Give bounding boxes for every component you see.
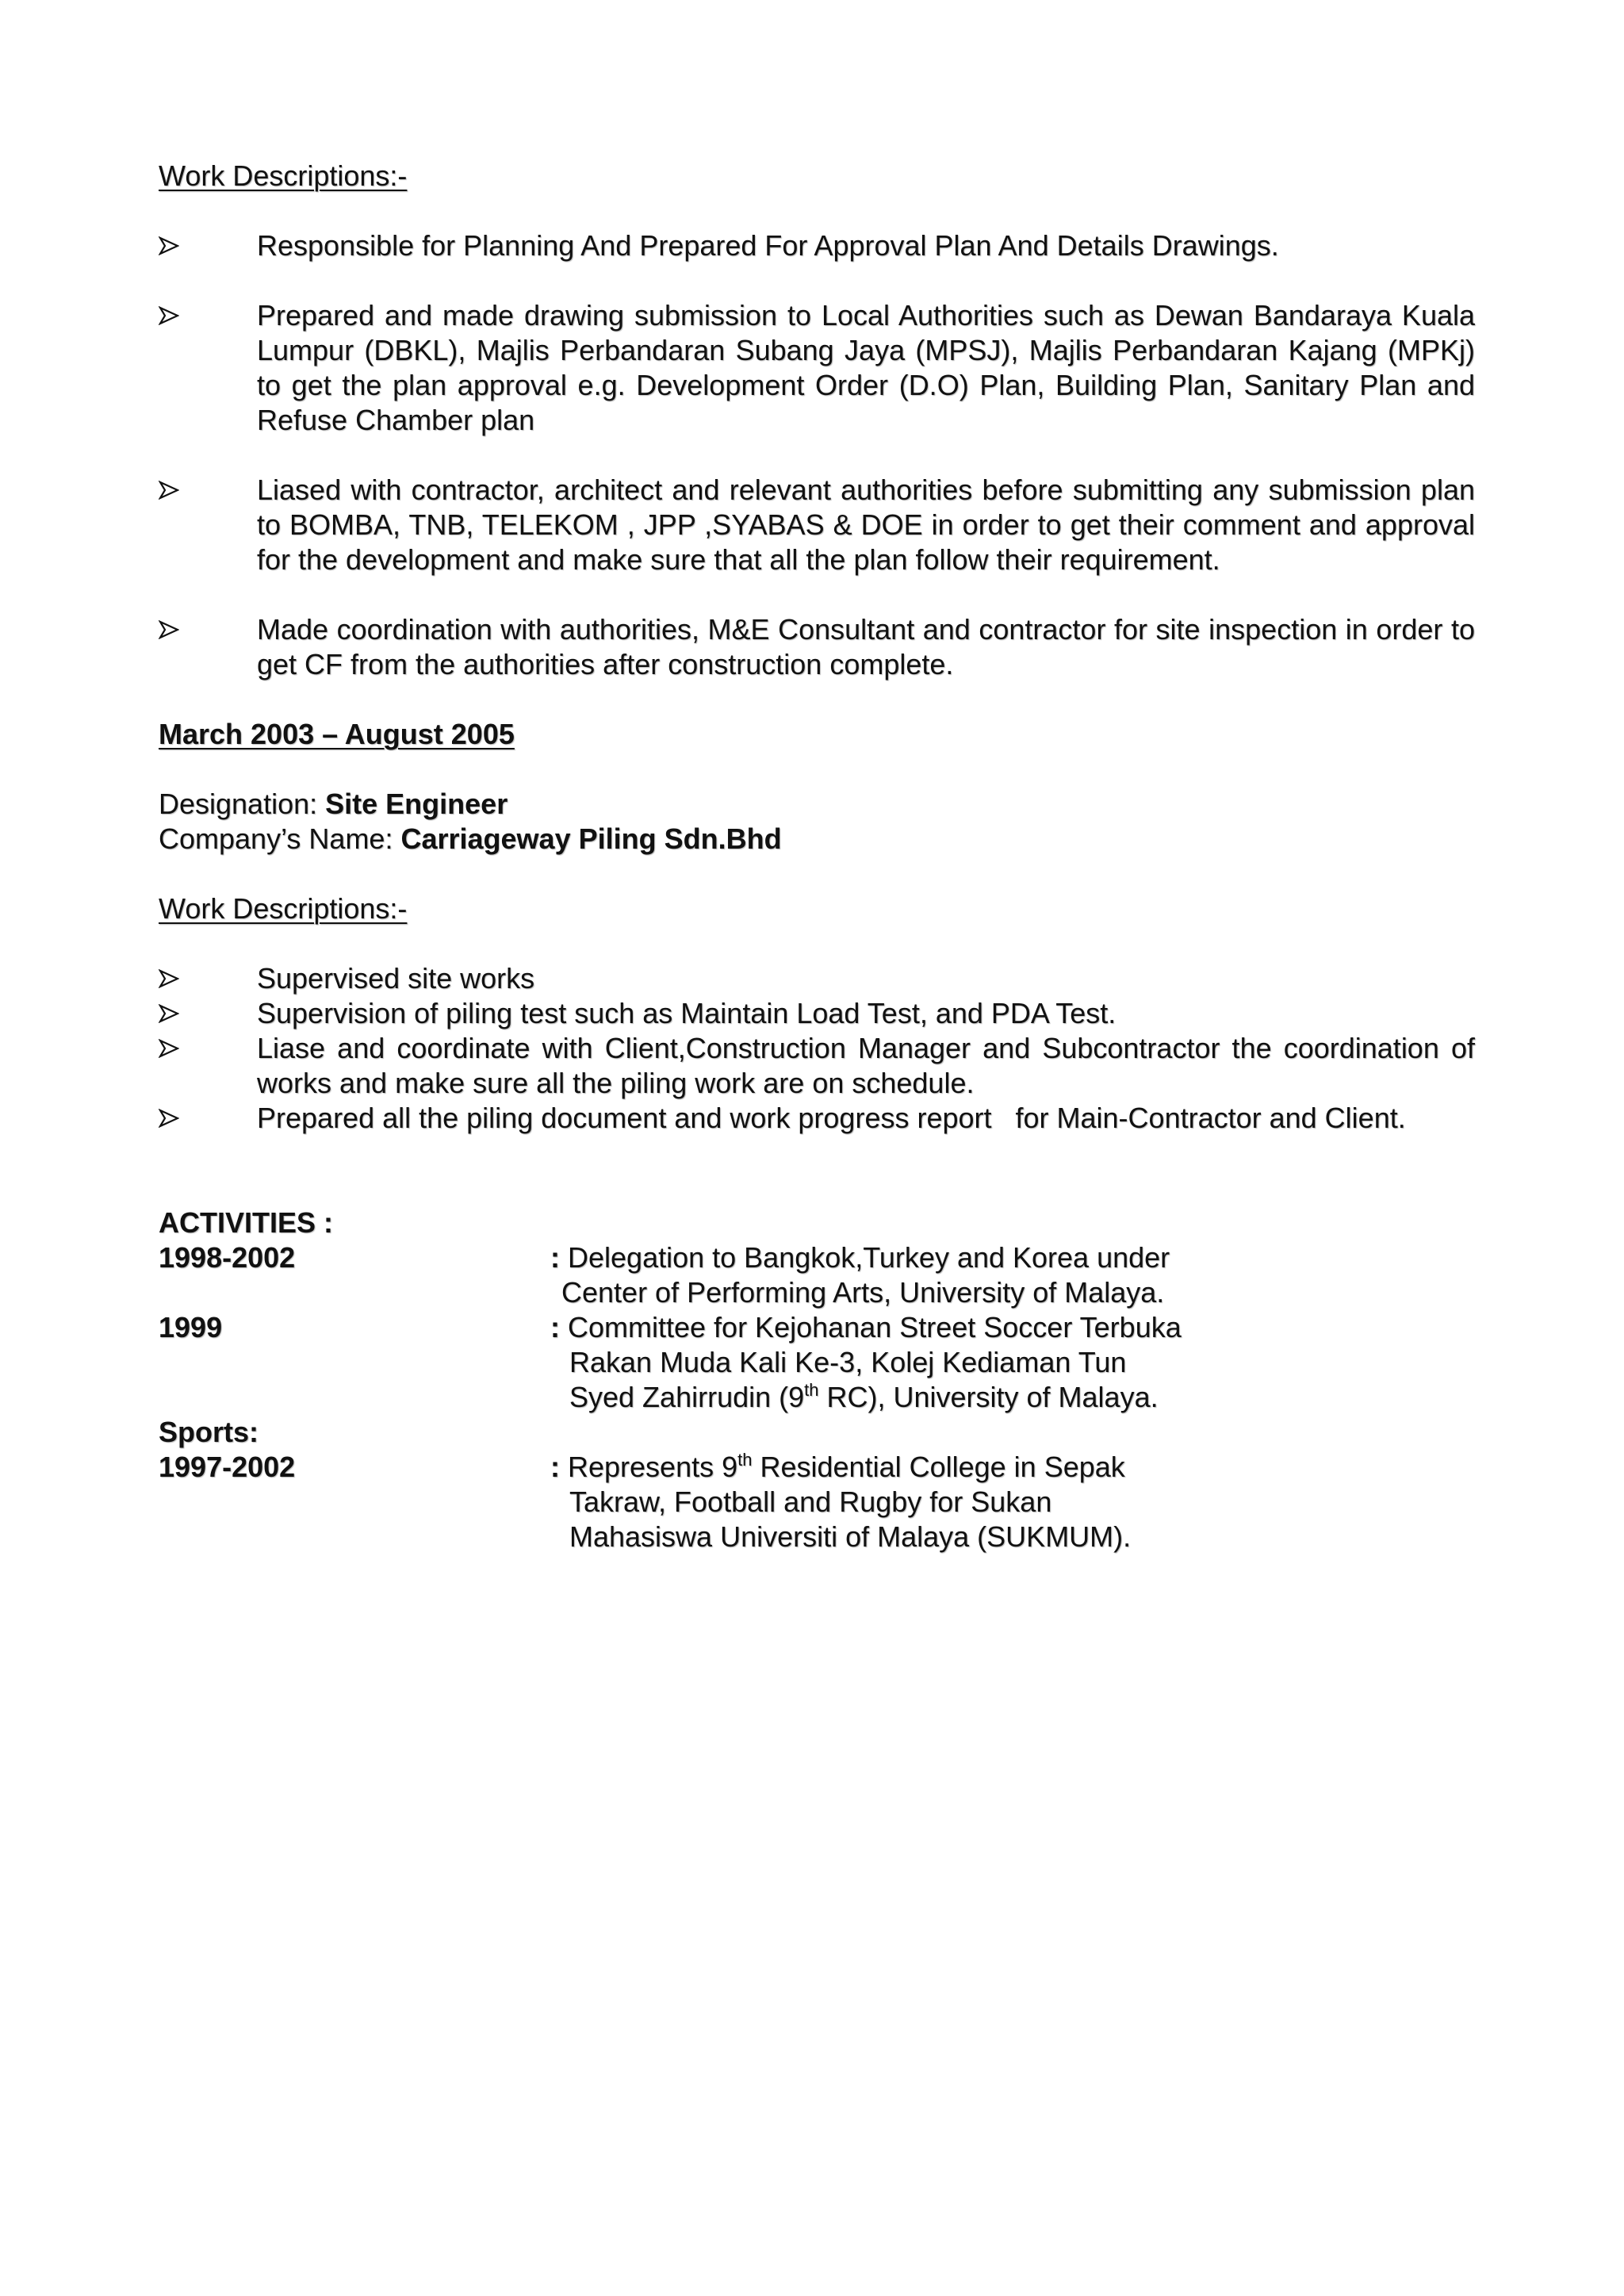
sports-description-cont: Mahasiswa Universiti of Malaya (SUKMUM). bbox=[569, 1520, 1132, 1553]
sports-heading: Sports: bbox=[159, 1416, 259, 1448]
arrow-bullet-icon bbox=[159, 298, 181, 333]
list-item bbox=[159, 612, 1475, 682]
bullet-text: Liase and coordinate with Client,Construction Manager and Subcontractor the coordination of works and make sure all the piling work are on schedule. bbox=[257, 1032, 1475, 1099]
activity-description-cont: Rakan Muda Kali Ke-3, Kolej Kediaman Tun bbox=[569, 1346, 1127, 1378]
list-item bbox=[159, 1031, 1475, 1101]
designation-value: Site Engineer bbox=[325, 788, 508, 820]
activity-years: 1998-2002 bbox=[159, 1241, 296, 1274]
bullet-text: Supervision of piling test such as Maintain Load Test, and PDA Test. bbox=[257, 997, 1116, 1029]
work-descriptions-list bbox=[159, 961, 1475, 1136]
company-line bbox=[159, 822, 782, 857]
arrow-bullet-icon bbox=[159, 228, 181, 263]
bullet-text: Made coordination with authorities, M&E Consultant and contractor for site inspection in order to get CF from the authorities after construction complete. bbox=[257, 613, 1475, 680]
bullet-text: Liased with contractor, architect and relevant authorities before submitting any submission plan to BOMBA, TNB, TELEKOM , JPP ,SYABAS & DOE in order to get their comment and approval for the development and make sure that all the plan follow their requirement. bbox=[257, 473, 1475, 576]
arrow-bullet-icon bbox=[159, 996, 181, 1031]
work-descriptions-list bbox=[159, 228, 1475, 682]
designation-line bbox=[159, 787, 508, 822]
activity-row bbox=[159, 1310, 1316, 1345]
list-item bbox=[159, 473, 1475, 577]
arrow-bullet-icon bbox=[159, 961, 181, 996]
sports-years: 1997-2002 bbox=[159, 1451, 296, 1483]
sports-description-cont: Takraw, Football and Rugby for Sukan bbox=[569, 1485, 1052, 1518]
company-label: Company’s Name: bbox=[159, 822, 401, 855]
activity-description-cont: Center of Performing Arts, University of Malaya. bbox=[561, 1276, 1165, 1309]
activities-heading: ACTIVITIES : bbox=[159, 1206, 334, 1239]
bullet-text: Responsible for Planning And Prepared For Approval Plan And Details Drawings. bbox=[257, 229, 1279, 262]
activity-row bbox=[159, 1240, 1316, 1275]
list-item bbox=[159, 228, 1475, 263]
arrow-bullet-icon bbox=[159, 1101, 181, 1136]
designation-label: Designation: bbox=[159, 788, 326, 820]
list-item bbox=[159, 298, 1475, 438]
activity-description-cont: Syed Zahirrudin (9th RC), University of Malaya. bbox=[569, 1380, 1159, 1413]
sports-description: : Represents 9th Residential College in Sepak bbox=[550, 1450, 1125, 1483]
company-value: Carriageway Piling Sdn.Bhd bbox=[400, 822, 782, 855]
work-descriptions-heading: Work Descriptions:- bbox=[159, 159, 408, 192]
arrow-bullet-icon bbox=[159, 1031, 181, 1066]
activity-description: : Committee for Kejohanan Street Soccer Terbuka bbox=[550, 1311, 1182, 1343]
sports-row bbox=[159, 1450, 1316, 1485]
arrow-bullet-icon bbox=[159, 612, 181, 647]
bullet-text: Supervised site works bbox=[257, 962, 535, 995]
bullet-text: Prepared and made drawing submission to Local Authorities such as Dewan Bandaraya Kuala Lumpur (DBKL), Majlis Perbandaran Subang Jaya (MPSJ), Majlis Perbandaran Kajang (MPKj) to get the plan approval e.g. Development Order (D.O) Plan, Building Plan, Sanitary Plan and Refuse Chamber plan bbox=[257, 299, 1475, 436]
bullet-text: Prepared all the piling document and work progress report for Main-Contractor and Client. bbox=[257, 1102, 1406, 1134]
list-item bbox=[159, 996, 1475, 1031]
activity-description: : Delegation to Bangkok,Turkey and Korea under bbox=[550, 1241, 1170, 1274]
list-item bbox=[159, 961, 1475, 996]
employment-period: March 2003 – August 2005 bbox=[159, 718, 515, 750]
list-item bbox=[159, 1101, 1475, 1136]
work-descriptions-heading: Work Descriptions:- bbox=[159, 892, 408, 925]
arrow-bullet-icon bbox=[159, 473, 181, 508]
activity-years: 1999 bbox=[159, 1311, 223, 1343]
